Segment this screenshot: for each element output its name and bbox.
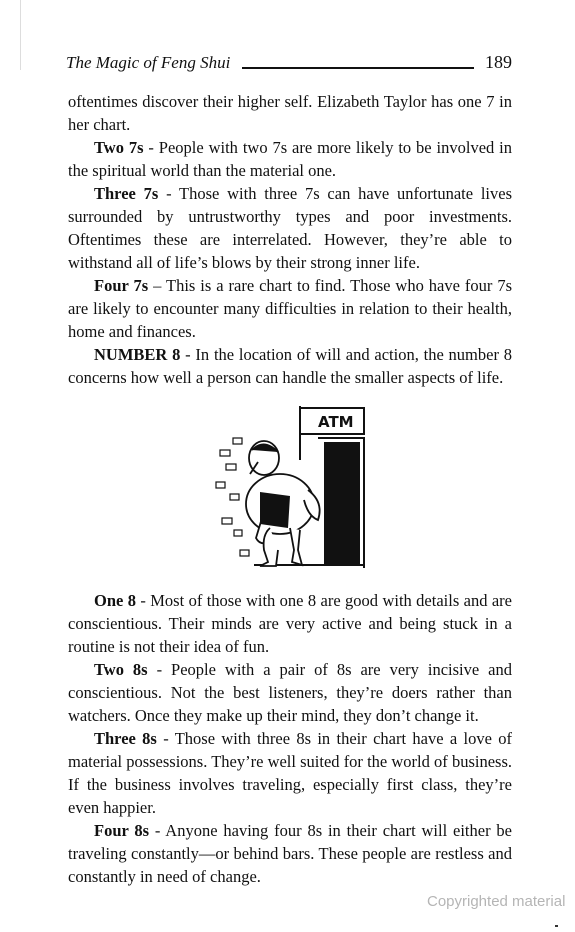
text-three-7s: - Those with three 7s can have unfortunate lives surrounded by untrustworthy types and poor investments. Oftentimes these are interrelated. However, they’re able to withstand all of life’s blows by their strong inner life.	[68, 184, 512, 272]
running-header	[66, 52, 512, 76]
paragraph-one-8	[68, 589, 512, 658]
atm-sign-text: ATM	[318, 413, 354, 431]
money-bills	[216, 438, 249, 556]
paragraph-three-8s	[68, 727, 512, 819]
text-block-bottom	[68, 589, 512, 888]
term-one-8: One 8	[94, 591, 136, 610]
page-number: 189	[485, 52, 512, 72]
paragraph-four-7s	[68, 274, 512, 343]
paragraph-two-7s	[68, 136, 512, 182]
term-two-7s: Two 7s	[94, 138, 144, 157]
text-three-8s: - Those with three 8s in their chart have a love of material possessions. They’re well suited for the world of business. If the business involves traveling, especially first class, they’re even happier.	[68, 729, 512, 817]
atm-machine	[324, 442, 360, 566]
copyright-watermark: Copyrighted material	[427, 893, 566, 910]
scan-speck	[555, 925, 558, 927]
term-three-7s: Three 7s	[94, 184, 159, 203]
term-four-7s: Four 7s	[94, 276, 149, 295]
text-two-8s: - People with a pair of 8s are very incisive and conscientious. Not the best listeners, they’re doers rather than watchers. Once they make up their mind, they don’t change it.	[68, 660, 512, 725]
term-four-8s: Four 8s	[94, 821, 150, 840]
atm-cartoon-illustration	[200, 400, 366, 570]
apron-patch	[260, 492, 290, 528]
paragraph-two-8s	[68, 658, 512, 727]
paragraph-three-7s	[68, 182, 512, 274]
term-two-8s: Two 8s	[94, 660, 148, 679]
text-four-7s: – This is a rare chart to find. Those who have four 7s are likely to encounter many difficulties in relation to their health, home and finances.	[68, 276, 513, 341]
text-block-top	[68, 90, 512, 389]
paragraph-continued: oftentimes discover their higher self. Elizabeth Taylor has one 7 in her chart.	[68, 92, 512, 134]
paragraph-number-8	[68, 343, 512, 389]
paragraph-four-8s	[68, 819, 512, 888]
text-four-8s: - Anyone having four 8s in their chart will either be traveling constantly—or behind bars. These people are restless and constantly in need of change.	[68, 821, 512, 886]
text-number-8: - In the location of will and action, the number 8 concerns how well a person can handle the smaller aspects of life.	[68, 345, 512, 387]
scan-edge-line	[20, 0, 21, 70]
term-three-8s: Three 8s	[94, 729, 157, 748]
book-title: The Magic of Feng Shui	[66, 53, 231, 72]
header-rule	[242, 67, 474, 69]
term-number-8: NUMBER 8	[94, 345, 181, 364]
text-one-8: - Most of those with one 8 are good with details and are conscientious. Their minds are very active and being stuck in a routine is not their idea of fun.	[68, 591, 512, 656]
text-two-7s: - People with two 7s are more likely to be involved in the spiritual world than the material one.	[68, 138, 512, 180]
